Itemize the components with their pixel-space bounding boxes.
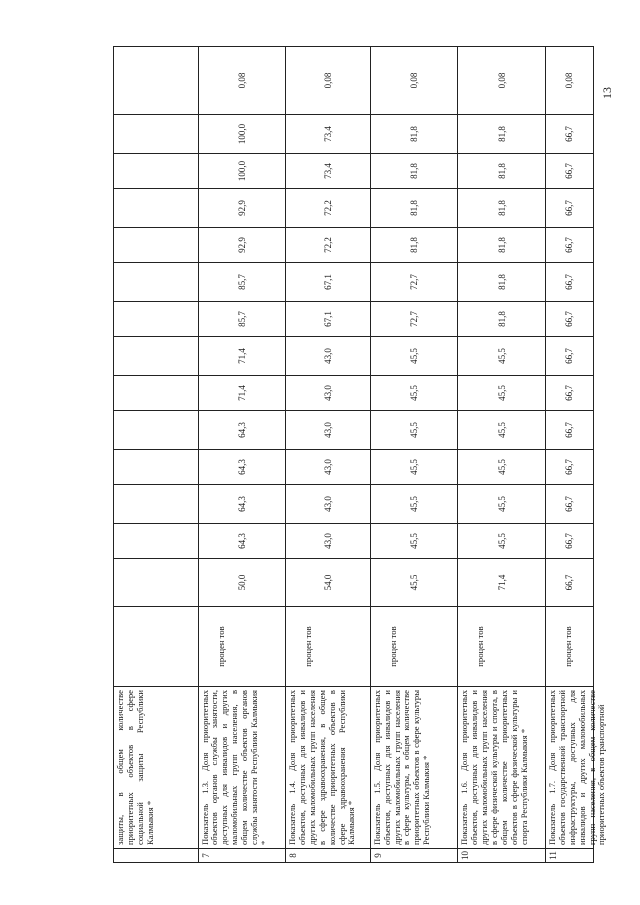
value-cell: 67,1: [286, 301, 370, 336]
table-row: [371, 47, 459, 862]
indicator-name-cell: Показатель 1.6. Доля приоритетных объектов, доступных для инвалидов и других маломобильных групп населения в сфере физической культуры и спорта, в общем количестве приоритетных объектов в сфере физической культуры и спорта Республики Калмыкия *: [458, 686, 545, 848]
value-cell: 71,4: [199, 375, 286, 410]
value-cell: 66,7: [546, 114, 593, 153]
value-cell: 92,9: [199, 188, 286, 227]
value-cell: 73,4: [286, 114, 370, 153]
row-number-cell: 7: [199, 848, 286, 862]
weight-cell: 0,08: [496, 72, 507, 89]
value-cell: 66,7: [546, 410, 593, 449]
value-cell: 81,8: [458, 301, 545, 336]
value-cell: 45,5: [458, 449, 545, 484]
value-cell: 45,5: [371, 523, 458, 558]
value-cell: [114, 301, 198, 336]
table-row: [286, 47, 371, 862]
base-value-cell: 45,5: [371, 558, 458, 606]
value-cell: 81,8: [371, 227, 458, 262]
row-number-cell: 11: [546, 848, 593, 862]
value-cell: 81,8: [371, 153, 458, 188]
value-cell: [114, 410, 198, 449]
indicator-name-cell: Показатель 1.4. Доля приоритетных объектов, доступных для инвалидов и других маломобильных групп населения в сфере здравоохранения, в общем количестве приоритетных объектов в сфере здравоохранения Республики Калмыкия *: [286, 686, 370, 848]
value-cell: [114, 336, 198, 375]
value-cell: 43,0: [286, 484, 370, 523]
value-cell: 72,2: [286, 227, 370, 262]
row-number-cell: 8: [286, 848, 370, 862]
unit-cell: процен тов: [199, 606, 286, 686]
value-cell: [114, 153, 198, 188]
value-cell: [114, 523, 198, 558]
value-cell: 43,0: [286, 410, 370, 449]
value-cell: 73,4: [286, 153, 370, 188]
value-cell: 64,3: [199, 449, 286, 484]
value-cell: 43,0: [286, 523, 370, 558]
value-cell: [114, 375, 198, 410]
value-cell: 66,7: [546, 484, 593, 523]
value-cell: 81,8: [458, 262, 545, 301]
value-cell: 92,9: [199, 227, 286, 262]
value-cell: 81,8: [371, 188, 458, 227]
value-cell: 66,7: [546, 153, 593, 188]
base-value-cell: 50,0: [199, 558, 286, 606]
value-cell: 45,5: [458, 484, 545, 523]
weight-cell: [114, 47, 198, 114]
value-cell: 81,8: [458, 153, 545, 188]
value-cell: 81,8: [458, 227, 545, 262]
weight-cell: 0,08: [236, 72, 247, 89]
unit-cell: процен тов: [286, 606, 370, 686]
value-cell: 64,3: [199, 523, 286, 558]
base-value-cell: 66,7: [546, 558, 593, 606]
unit-cell: [114, 606, 198, 686]
value-cell: 64,3: [199, 484, 286, 523]
indicators-table: [113, 46, 607, 863]
unit-cell: процен тов: [371, 606, 458, 686]
unit-cell: процен тов: [458, 606, 545, 686]
value-cell: 43,0: [286, 375, 370, 410]
base-value-cell: 54,0: [286, 558, 370, 606]
value-cell: 81,8: [371, 114, 458, 153]
value-cell: 100,0: [199, 153, 286, 188]
value-cell: [114, 188, 198, 227]
row-number-cell: 9: [371, 848, 458, 862]
value-cell: 72,2: [286, 188, 370, 227]
value-cell: [114, 484, 198, 523]
value-cell: 43,0: [286, 449, 370, 484]
value-cell: 66,7: [546, 301, 593, 336]
value-cell: 66,7: [546, 523, 593, 558]
value-cell: [114, 227, 198, 262]
value-cell: 100,0: [199, 114, 286, 153]
value-cell: 81,8: [458, 114, 545, 153]
indicator-name-cell: защиты, в общем количестве приоритетных объектов в сфере социальной защиты Республики Калмыкия *: [114, 686, 198, 848]
indicator-name-cell: Показатель 1.5. Доля приоритетных объектов, доступных для инвалидов и других маломобильных групп населения в сфере культуры, в общем количестве приоритетных объектов в сфере культуры Республики Калмыкия *: [371, 686, 458, 848]
value-cell: 72,7: [371, 301, 458, 336]
value-cell: [114, 262, 198, 301]
value-cell: 45,5: [458, 336, 545, 375]
value-cell: 66,7: [546, 188, 593, 227]
value-cell: 71,4: [199, 336, 286, 375]
page-number: 13: [600, 87, 614, 99]
indicator-name-cell: Показатель 1.7. Доля приоритетных объектов государственной транспортной инфраструктуры, доступных для инвалидов и других маломобильных групп населения, в общем количестве приоритетных объектов транспортной: [546, 686, 593, 848]
value-cell: 66,7: [546, 336, 593, 375]
value-cell: 85,7: [199, 262, 286, 301]
value-cell: [114, 449, 198, 484]
table-row: [458, 47, 546, 862]
value-cell: 43,0: [286, 336, 370, 375]
value-cell: 64,3: [199, 410, 286, 449]
weight-cell: 0,08: [322, 72, 333, 89]
value-cell: 45,5: [458, 523, 545, 558]
weight-cell: 0,08: [564, 72, 575, 89]
value-cell: 45,5: [371, 410, 458, 449]
indicator-name-cell: Показатель 1.3. Доля приоритетных объектов органов службы занятости, доступных для инвалидов и других маломобильных групп населения, в общем количестве объектов органов службы занятости Республики Калмыкия *: [199, 686, 286, 848]
value-cell: 85,7: [199, 301, 286, 336]
value-cell: 66,7: [546, 375, 593, 410]
table-row: [199, 47, 287, 862]
value-cell: [114, 114, 198, 153]
weight-cell: 0,08: [408, 72, 419, 89]
value-cell: 45,5: [371, 449, 458, 484]
value-cell: 45,5: [458, 410, 545, 449]
value-cell: 45,5: [371, 336, 458, 375]
unit-cell: процен тов: [546, 606, 593, 686]
value-cell: 66,7: [546, 262, 593, 301]
value-cell: 45,5: [458, 375, 545, 410]
value-cell: 81,8: [458, 188, 545, 227]
value-cell: 66,7: [546, 227, 593, 262]
value-cell: 45,5: [371, 375, 458, 410]
table-row: [114, 47, 199, 862]
base-value-cell: 71,4: [458, 558, 545, 606]
base-value-cell: [114, 558, 198, 606]
value-cell: 72,7: [371, 262, 458, 301]
row-number-cell: 10: [458, 848, 545, 862]
value-cell: 66,7: [546, 449, 593, 484]
row-number-cell: [114, 848, 198, 862]
value-cell: 67,1: [286, 262, 370, 301]
value-cell: 45,5: [371, 484, 458, 523]
